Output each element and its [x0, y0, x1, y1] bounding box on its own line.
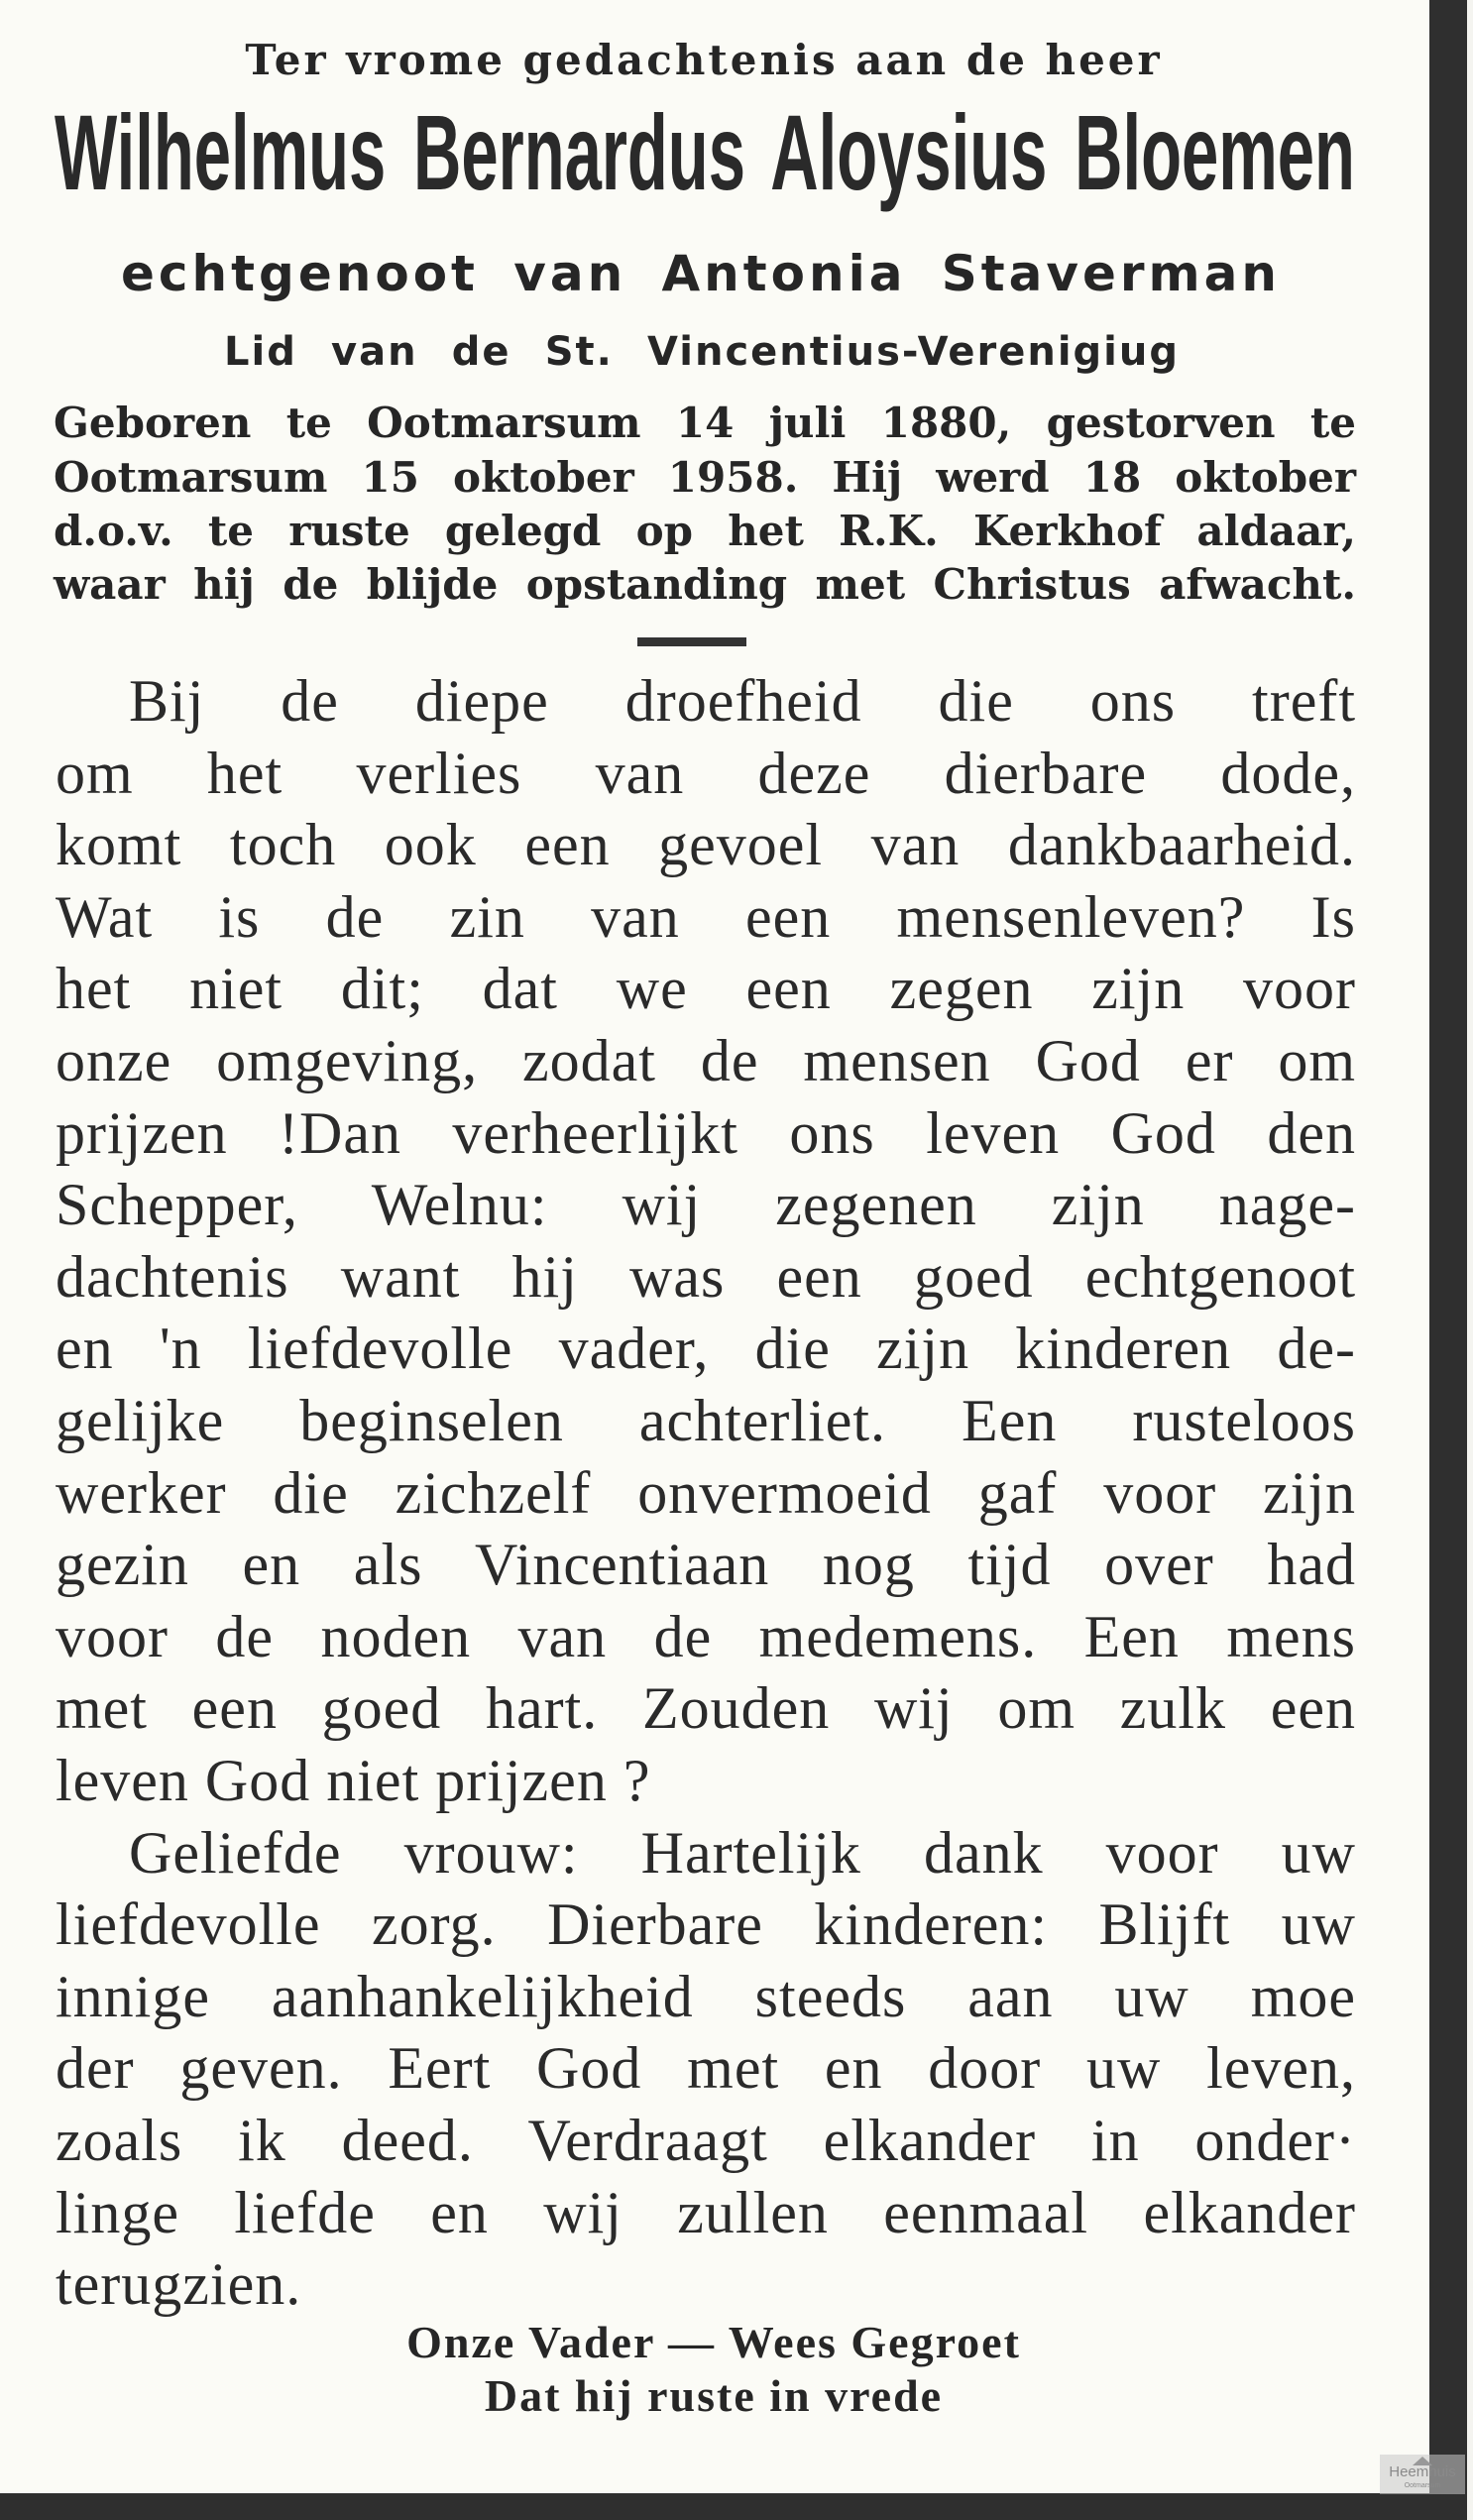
body-line: der geven. Eert God met en door uw leven, — [56, 2035, 1356, 2101]
body-line: zoals ik deed. Verdraagt elkander in onder· — [56, 2108, 1356, 2173]
body-line: Bij de diepe droefheid die ons treft — [129, 668, 1356, 734]
spouse-line: echtgenoot van Antonia Staverman — [121, 245, 1281, 302]
watermark-name: Heemhuis — [1389, 2463, 1456, 2480]
detail-line: Ootmarsum 15 oktober 1958. Hij werd 18 oktober — [54, 453, 1356, 502]
section-divider — [637, 637, 746, 646]
deceased-name: Wilhelmus Bernardus Aloysius Bloemen — [55, 92, 1355, 212]
body-line: Schepper, Welnu: wij zegenen zijn nage- — [56, 1172, 1356, 1237]
mourning-border-right — [1429, 0, 1467, 2520]
body-line: leven God niet prijzen ? — [56, 1748, 651, 1813]
body-line: komt toch ook een gevoel van dankbaarheid. — [56, 812, 1356, 877]
card-edge — [1467, 0, 1473, 2520]
body-line: terugzien. — [56, 2251, 302, 2317]
detail-line: d.o.v. te ruste gelegd op het R.K. Kerkhof aldaar, — [54, 507, 1356, 555]
body-line: Geliefde vrouw: Hartelijk dank voor uw — [129, 1820, 1356, 1886]
membership-line: Lid van de St. Vincentius-Verenigiug — [224, 329, 1180, 375]
body-line: met een goed hart. Zouden wij om zulk een — [56, 1675, 1356, 1741]
closing-line: Dat hij ruste in vrede — [484, 2370, 944, 2421]
body-line: werker die zichzelf onvermoeid gaf voor zijn — [56, 1460, 1356, 1526]
watermark-sub: Ootmarsum — [1404, 2482, 1441, 2489]
body-line: innige aanhankelijkheid steeds aan uw moe — [56, 1964, 1356, 2029]
body-line: dachtenis want hij was een goed echtgenoot — [56, 1244, 1356, 1310]
body-line: linge liefde en wij zullen eenmaal elkander — [56, 2180, 1356, 2245]
body-line: het niet dit; dat we een zegen zijn voor — [56, 956, 1356, 1021]
body-line: voor de noden van de medemens. Een mens — [56, 1604, 1356, 1669]
body-line: gelijke beginselen achterliet. Een rusteloos — [56, 1388, 1356, 1453]
body-line: liefdevolle zorg. Dierbare kinderen: Blijft uw — [56, 1891, 1356, 1957]
detail-line: Geboren te Ootmarsum 14 juli 1880, gestorven te — [54, 399, 1356, 447]
body-line: prijzen !Dan verheerlijkt ons leven God den — [56, 1100, 1356, 1166]
body-line: gezin en als Vincentiaan nog tijd over had — [56, 1532, 1356, 1597]
body-line: en 'n liefdevolle vader, die zijn kinderen de- — [56, 1316, 1356, 1381]
prayers-line: Onze Vader — Wees Gegroet — [406, 2317, 1021, 2367]
body-line: Wat is de zin van een mensenleven? Is — [56, 884, 1356, 950]
detail-line: waar hij de blijde opstanding met Christus afwacht. — [54, 560, 1356, 609]
heemhuis-watermark — [1380, 2455, 1465, 2494]
body-line: onze omgeving, zodat de mensen God er om — [56, 1028, 1356, 1093]
header-intro: Ter vrome gedachtenis aan de heer — [245, 36, 1163, 84]
mourning-border-bottom — [0, 2493, 1467, 2520]
body-line: om het verlies van deze dierbare dode, — [56, 741, 1356, 806]
